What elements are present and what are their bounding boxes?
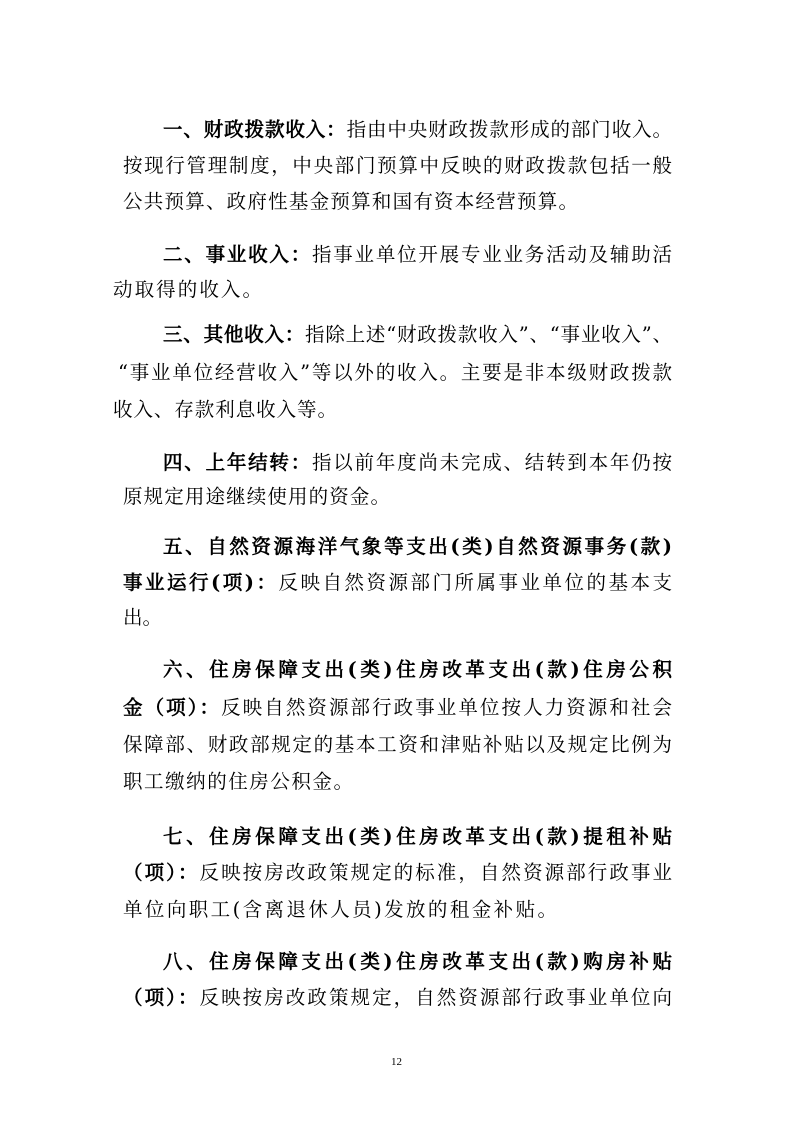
item-heading: 八、住房保障支出(类)住房改革支出(款)购房补贴 <box>163 950 672 973</box>
paragraph-line <box>163 949 672 975</box>
item-heading: 六、住房保障支出(类)住房改革支出(款)住房公积 <box>163 658 672 681</box>
paragraph-line <box>163 322 672 348</box>
item-text: 职工缴纳的住房公积金。 <box>123 770 353 793</box>
item-text: 反映自然资源部行政事业单位按人力资源和社会 <box>221 696 672 719</box>
paragraph-line <box>123 189 578 215</box>
item-text: 指由中央财政拨款形成的部门收入。 <box>346 118 672 141</box>
paragraph-line <box>123 153 672 179</box>
item-heading: 三、其他收入： <box>163 323 306 346</box>
paragraph-line <box>118 360 672 386</box>
item-text: “事业单位经营收入”等以外的收入。主要是非本级财政拨款 <box>118 361 672 384</box>
item-text: 原规定用途继续使用的资金。 <box>123 485 390 508</box>
item-text: 反映按房改政策规定，自然资源部行政事业单位向 <box>199 986 672 1009</box>
item-heading: 二、事业收入： <box>163 243 312 266</box>
paragraph-line <box>123 860 672 886</box>
item-text: 收入、存款利息收入等。 <box>113 398 337 421</box>
item-heading: 七、住房保障支出(类)住房改革支出(款)提租补贴 <box>163 825 672 848</box>
item-text: 反映自然资源部门所属事业单位的基本支 <box>278 571 672 594</box>
paragraph-line <box>123 769 353 795</box>
paragraph-line <box>123 732 672 758</box>
paragraph-line <box>123 484 390 510</box>
item-heading: 一、财政拨款收入： <box>163 118 347 141</box>
item-text: 指以前年度尚未完成、结转到本年仍按 <box>311 451 672 474</box>
item-heading: 金（项）： <box>123 696 222 719</box>
item-text: 反映按房改政策规定的标准，自然资源部行政事业 <box>199 861 672 884</box>
item-heading: 事业运行(项)： <box>123 571 279 594</box>
item-text: 指事业单位开展专业业务活动及辅助活 <box>311 243 672 266</box>
paragraph-line <box>163 657 672 683</box>
paragraph-line <box>113 277 262 303</box>
paragraph-line <box>163 824 672 850</box>
item-text: 出。 <box>123 606 163 629</box>
item-text: 单位向职工(含离退休人员)发放的租金补贴。 <box>123 898 557 921</box>
paragraph-line <box>123 985 672 1011</box>
item-text: 动取得的收入。 <box>113 278 262 301</box>
paragraph-line <box>123 605 163 631</box>
paragraph-line <box>123 695 672 721</box>
paragraph-line <box>113 397 337 423</box>
paragraph-line <box>163 450 672 476</box>
paragraph-line <box>163 242 672 268</box>
page-number: 12 <box>391 1056 402 1068</box>
item-heading: （项）： <box>123 861 200 884</box>
paragraph-line <box>163 534 672 560</box>
paragraph-line <box>123 897 557 923</box>
item-text: 公共预算、政府性基金预算和国有资本经营预算。 <box>123 190 578 213</box>
item-heading: 四、上年结转： <box>163 451 312 474</box>
item-heading: （项）： <box>123 986 200 1009</box>
item-text: 按现行管理制度，中央部门预算中反映的财政拨款包括一般 <box>123 154 672 177</box>
item-text: 指除上述“财政拨款收入”、“事业收入”、 <box>305 323 672 346</box>
paragraph-line <box>163 117 672 143</box>
paragraph-line <box>123 570 672 596</box>
item-heading: 五、自然资源海洋气象等支出(类)自然资源事务(款) <box>163 535 672 558</box>
item-text: 保障部、财政部规定的基本工资和津贴补贴以及规定比例为 <box>123 733 672 756</box>
